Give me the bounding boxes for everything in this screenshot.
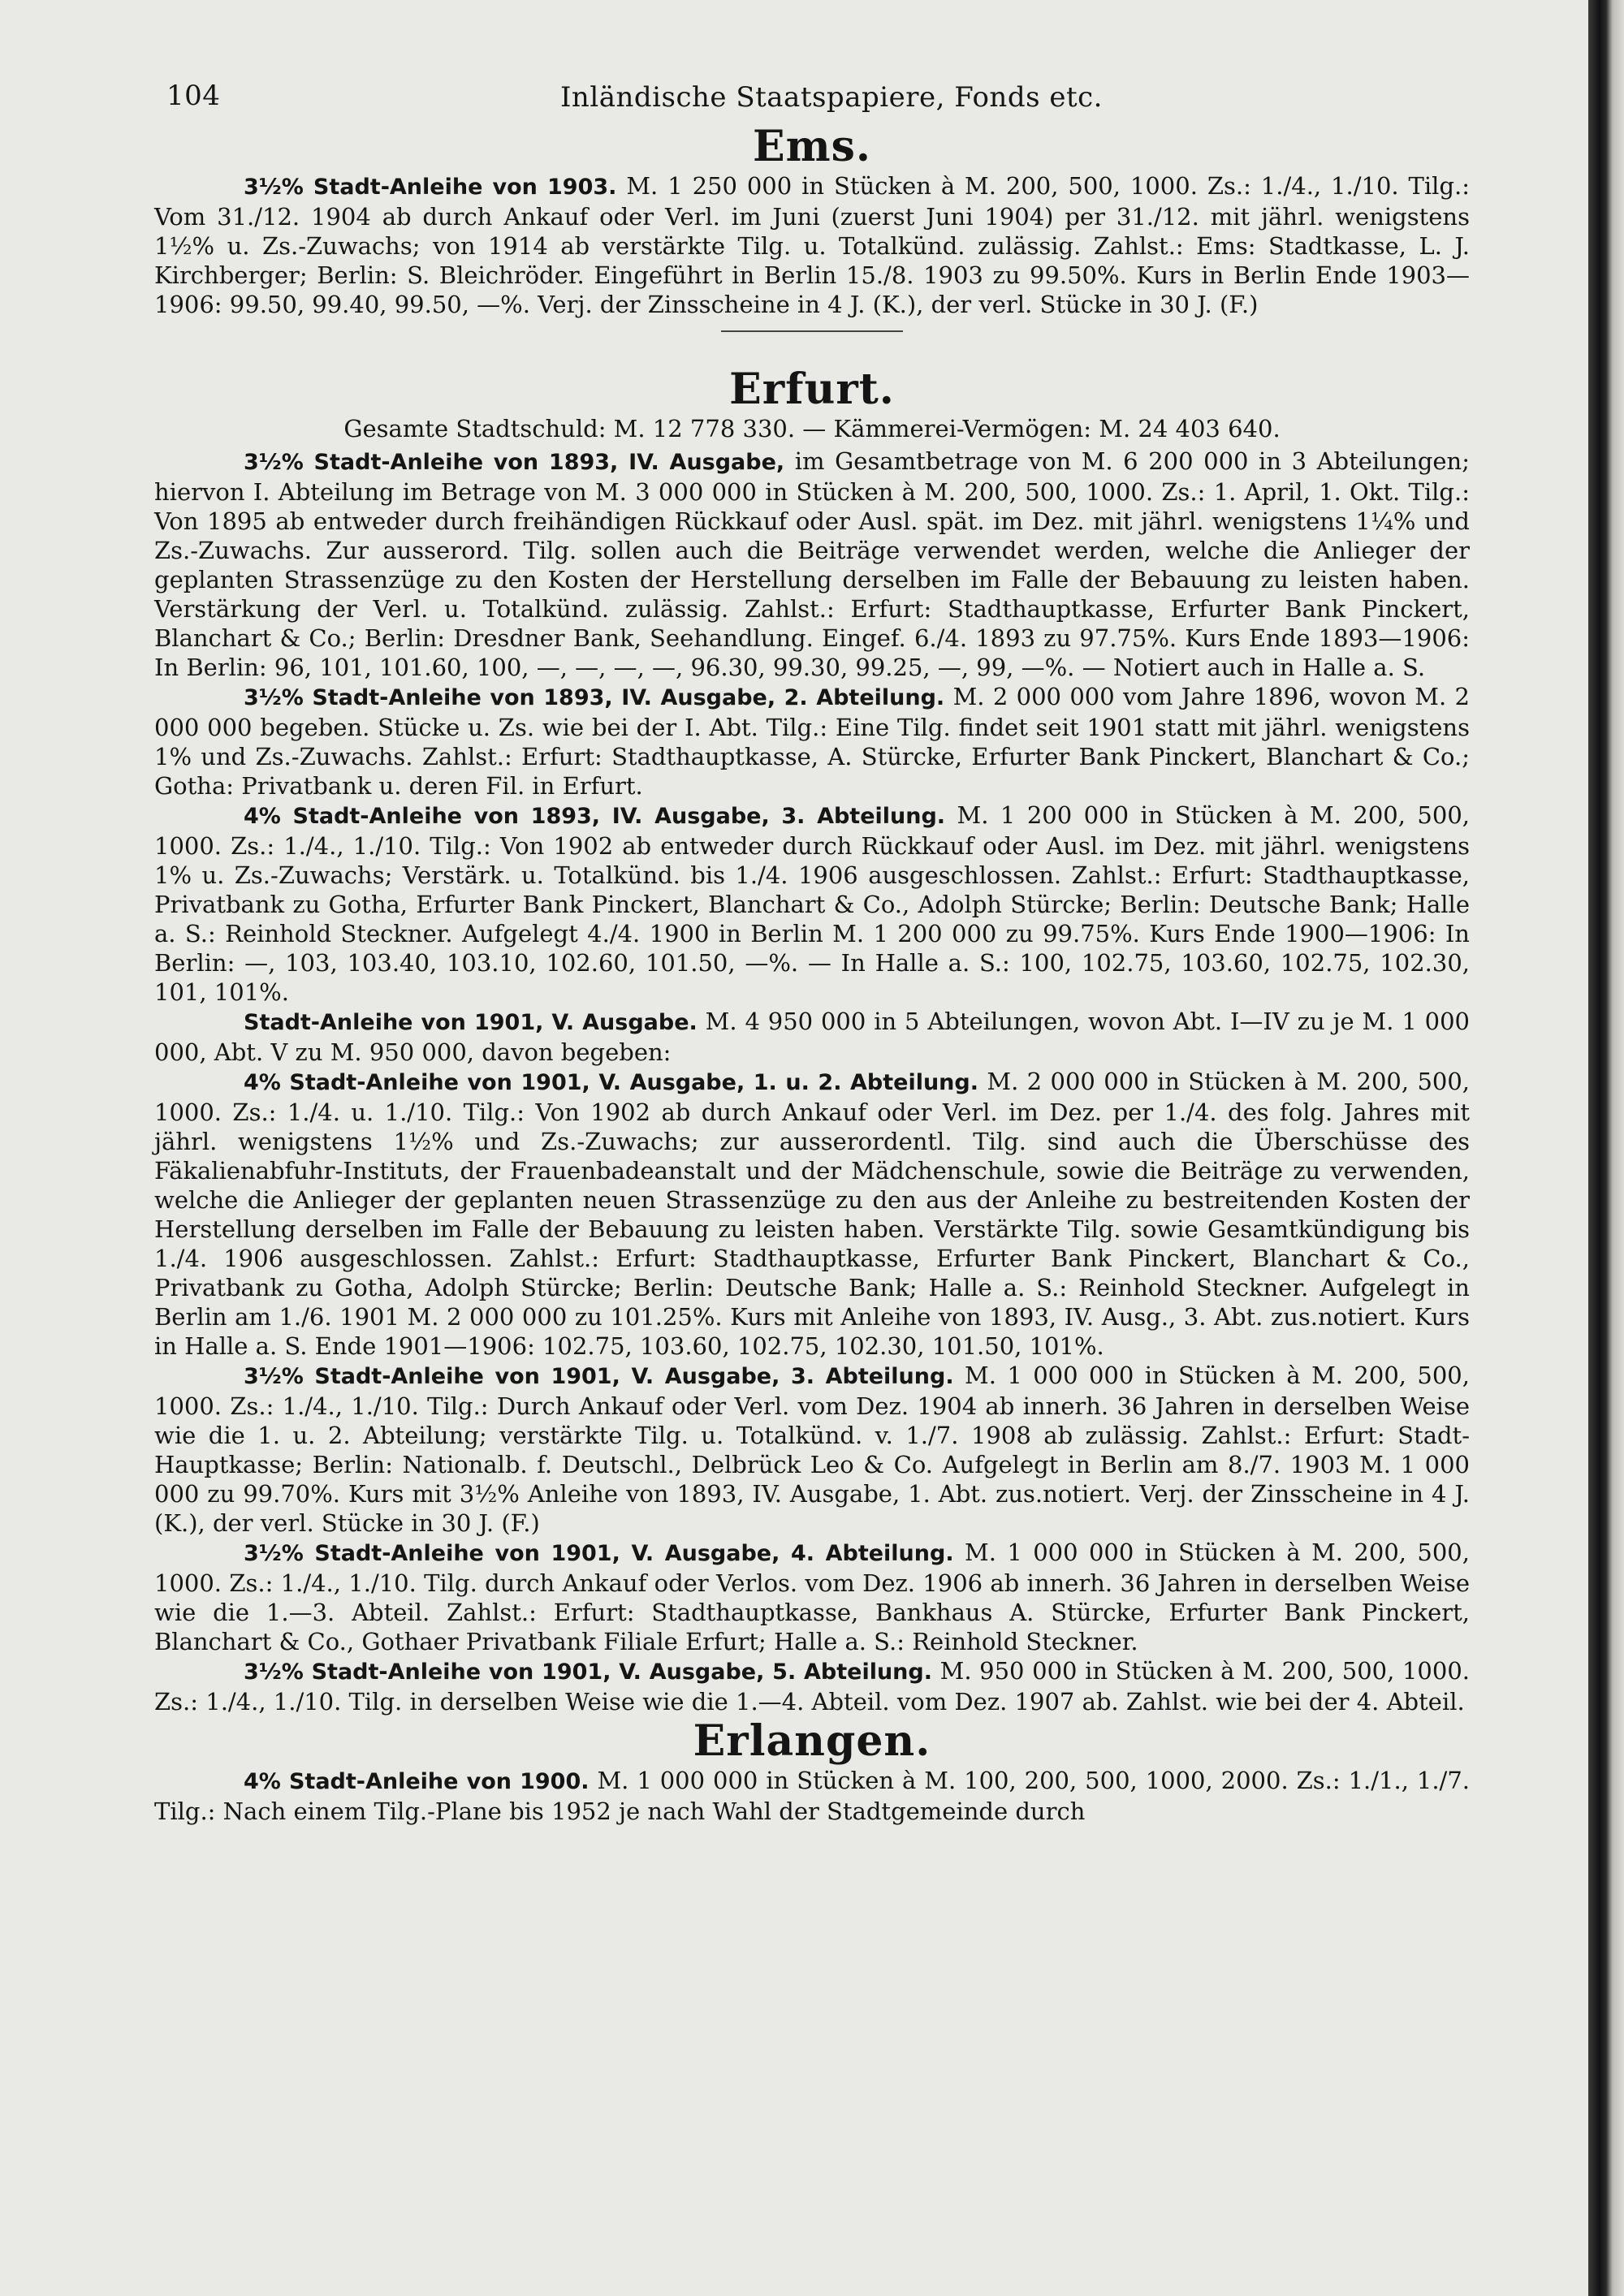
entry-heading: 3½% Stadt-Anleihe von 1901, V. Ausgabe, 4. Abteilung.	[244, 1541, 954, 1566]
entry-heading: 3½% Stadt-Anleihe von 1903.	[244, 175, 617, 200]
erfurt-debt-summary: Gesamte Stadtschuld: M. 12 778 330. — Kämmerei-Vermögen: M. 24 403 640.	[343, 415, 1281, 442]
page-header	[166, 80, 1466, 120]
entry-erfurt-7	[154, 1538, 1470, 1656]
entry-text: M. 2 000 000 in Stücken à M. 200, 500, 1000. Zs.: 1./4. u. 1./10. Tilg.: Von 1902 ab durch Ankauf oder Verl. im Dez. per 1./4. des folg. Jahres mit jährl. wenigstens 1½% und Zs.-Zuwachs; zur ausserordentl. Tilg. sind auch die Überschüsse des Fäkalienabfuhr-Instituts, der Frauenbadeanstalt und der Mädchenschule, sowie die Beiträge zu verwenden, welche die Anlieger der geplanten neuen Strassenzüge zu den aus der Anleihe zu bestreitenden Kosten der Herstellung derselben im Falle der Bebauung zu leisten haben. Verstärkte Tilg. sowie Gesamtkündigung bis 1./4. 1906 ausgeschlossen. Zahlst.: Erfurt: Stadthauptkasse, Erfurter Bank Pinckert, Blanchart & Co., Privatbank zu Gotha, Adolph Stürcke; Berlin: Deutsche Bank; Halle a. S.: Reinhold Steckner. Aufgelegt in Berlin am 1./6. 1901 M. 2 000 000 zu 101.25%. Kurs mit Anleihe von 1893, IV. Ausg., 3. Abt. zus.notiert. Kurs in Halle a. S. Ende 1901—1906: 102.75, 103.60, 102.75, 102.30, 101.50, 101%.	[154, 1068, 1471, 1360]
entry-text: M. 1 250 000 in Stücken à M. 200, 500, 1000. Zs.: 1./4., 1./10. Tilg.: Vom 31./12. 1904 ab durch Ankauf oder Verl. im Juni (zuerst Juni 1904) per 31./12. mit jährl. wenigstens 1½% u. Zs.-Zuwachs; von 1914 ab verstärkte Tilg. u. Totalkünd. zulässig. Zahlst.: Ems: Stadtkasse, L. J. Kirchberger; Berlin: S. Bleichröder. Eingeführt in Berlin 15./8. 1903 zu 99.50%. Kurs in Berlin Ende 1903—1906: 99.50, 99.40, 99.50, —%. Verj. der Zinsscheine in 4 J. (K.), der verl. Stücke in 30 J. (F.)	[154, 172, 1470, 318]
running-title: Inländische Staatspapiere, Fonds etc.	[560, 81, 1103, 114]
entry-text: M. 4 950 000 in 5 Abteilungen, wovon Abt. I—IV zu je M. 1 000 000, Abt. V zu M. 950 000, davon begeben:	[154, 1008, 1471, 1066]
entry-text: im Gesamtbetrage von M. 6 200 000 in 3 Abteilungen; hiervon I. Abteilung im Betrage von M. 3 000 000 in Stücken à M. 200, 500, 1000. Zs.: 1. April, 1. Okt. Tilg.: Von 1895 ab entweder durch freihändigen Rückkauf oder Ausl. spät. im Dez. mit jährl. wenigstens 1¼% und Zs.-Zuwachs. Zur ausserord. Tilg. sollen auch die Beiträge verwendet werden, welche die Anlieger der geplanten Strassenzüge zu den Kosten der Herstellung derselben im Falle der Bebauung zu leisten haben. Verstärkung der Verl. u. Totalkünd. zulässig. Zahlst.: Erfurt: Stadthauptkasse, Erfurter Bank Pinckert, Blanchart & Co.; Berlin: Dresdner Bank, Seehandlung. Eingef. 6./4. 1893 zu 97.75%. Kurs Ende 1893—1906: In Berlin: 96, 101, 101.60, 100, —, —, —, —, 96.30, 99.30, 99.25, —, 99, —%. — Notiert auch in Halle a. S.	[154, 447, 1471, 681]
section-title-ems: Ems.	[752, 122, 872, 171]
entry-ems-1	[154, 171, 1470, 319]
entry-erfurt-3	[154, 801, 1470, 1007]
entry-text: M. 950 000 in Stücken à M. 200, 500, 1000. Zs.: 1./4., 1./10. Tilg. in derselben Weise wie die 1.—4. Abteil. vom Dez. 1907 ab. Zahlst. wie bei der 4. Abteil.	[154, 1657, 1470, 1716]
entry-erfurt-4	[154, 1007, 1470, 1067]
entry-erlangen-1	[154, 1766, 1470, 1826]
entry-text: M. 1 000 000 in Stücken à M. 200, 500, 1000. Zs.: 1./4., 1./10. Tilg.: Durch Ankauf oder Verl. vom Dez. 1904 ab innerh. 36 Jahren in derselben Weise wie die 1. u. 2. Abteilung; verstärkte Tilg. u. Totalkünd. v. 1./7. 1908 ab zulässig. Zahlst.: Erfurt: Stadt-Hauptkasse; Berlin: Nationalb. f. Deutschl., Delbrück Leo & Co. Aufgelegt in Berlin am 8./7. 1903 M. 1 000 000 zu 99.70%. Kurs mit 3½% Anleihe von 1893, IV. Ausgabe, 1. Abt. zus.notiert. Verj. der Zinsscheine in 4 J. (K.), der verl. Stücke in 30 J. (F.)	[154, 1362, 1470, 1537]
entry-erfurt-2	[154, 682, 1470, 801]
entry-heading: 3½% Stadt-Anleihe von 1893, IV. Ausgabe, 2. Abteilung.	[244, 685, 945, 710]
entry-erfurt-8	[154, 1656, 1470, 1716]
entry-text: M. 1 200 000 in Stücken à M. 200, 500, 1000. Zs.: 1./4., 1./10. Tilg.: Von 1902 ab entweder durch Rückkauf oder Ausl. im Dez. mit jährl. wenigstens 1% u. Zs.-Zuwachs; Verstärk. u. Totalkünd. bis 1./4. 1906 ausgeschlossen. Zahlst.: Erfurt: Stadthauptkasse, Privatbank zu Gotha, Erfurter Bank Pinckert, Blanchart & Co., Adolph Stürcke; Berlin: Deutsche Bank; Halle a. S.: Reinhold Steckner. Aufgelegt 4./4. 1900 in Berlin M. 1 200 000 zu 99.75%. Kurs Ende 1900—1906: In Berlin: —, 103, 103.40, 103.10, 102.60, 101.50, —%. — In Halle a. S.: 100, 102.75, 103.60, 102.75, 102.30, 101, 101%.	[154, 801, 1470, 1006]
entry-heading: 3½% Stadt-Anleihe von 1901, V. Ausgabe, 5. Abteilung.	[244, 1659, 932, 1685]
entry-heading: Stadt-Anleihe von 1901, V. Ausgabe.	[244, 1010, 698, 1035]
entry-heading: 3½% Stadt-Anleihe von 1893, IV. Ausgabe,	[244, 450, 785, 475]
page-number: 104	[166, 80, 221, 112]
page-body	[154, 122, 1470, 1826]
entry-erfurt-5	[154, 1067, 1470, 1361]
entry-text: M. 1 000 000 in Stücken à M. 100, 200, 500, 1000, 2000. Zs.: 1./1., 1./7. Tilg.: Nach einem Tilg.-Plane bis 1952 je nach Wahl der Stadtgemeinde durch	[154, 1767, 1470, 1825]
entry-heading: 4% Stadt-Anleihe von 1901, V. Ausgabe, 1. u. 2. Abteilung.	[244, 1070, 978, 1095]
section-title-erfurt: Erfurt.	[729, 365, 895, 414]
entry-text: M. 2 000 000 vom Jahre 1896, wovon M. 2 000 000 begeben. Stücke u. Zs. wie bei der I. Abt. Tilg.: Eine Tilg. findet seit 1901 statt mit jährl. wenigstens 1% und Zs.-Zuwachs. Zahlst.: Erfurt: Stadthauptkasse, A. Stürcke, Erfurter Bank Pinckert, Blanchart & Co.; Gotha: Privatbank u. deren Fil. in Erfurt.	[154, 683, 1470, 800]
entry-heading: 3½% Stadt-Anleihe von 1901, V. Ausgabe, 3. Abteilung.	[244, 1364, 954, 1389]
section-title-erlangen: Erlangen.	[693, 1716, 931, 1766]
entry-heading: 4% Stadt-Anleihe von 1900.	[244, 1769, 590, 1794]
entry-erfurt-1	[154, 447, 1470, 682]
page-edge-shadow	[1567, 0, 1624, 2296]
section-erlangen	[154, 1716, 1470, 1826]
entry-heading: 4% Stadt-Anleihe von 1893, IV. Ausgabe, 3. Abteilung.	[244, 804, 946, 829]
section-ems	[154, 122, 1470, 332]
entry-erfurt-6	[154, 1361, 1470, 1538]
section-divider	[721, 330, 903, 332]
section-erfurt	[154, 365, 1470, 1716]
entry-text: M. 1 000 000 in Stücken à M. 200, 500, 1000. Zs.: 1./4., 1./10. Tilg. durch Ankauf oder Verlos. vom Dez. 1906 ab innerh. 36 Jahren in derselben Weise wie die 1.—3. Abteil. Zahlst.: Erfurt: Stadthauptkasse, Bankhaus A. Stürcke, Erfurter Bank Pinckert, Blanchart & Co., Gothaer Privatbank Filiale Erfurt; Halle a. S.: Reinhold Steckner.	[154, 1539, 1470, 1655]
